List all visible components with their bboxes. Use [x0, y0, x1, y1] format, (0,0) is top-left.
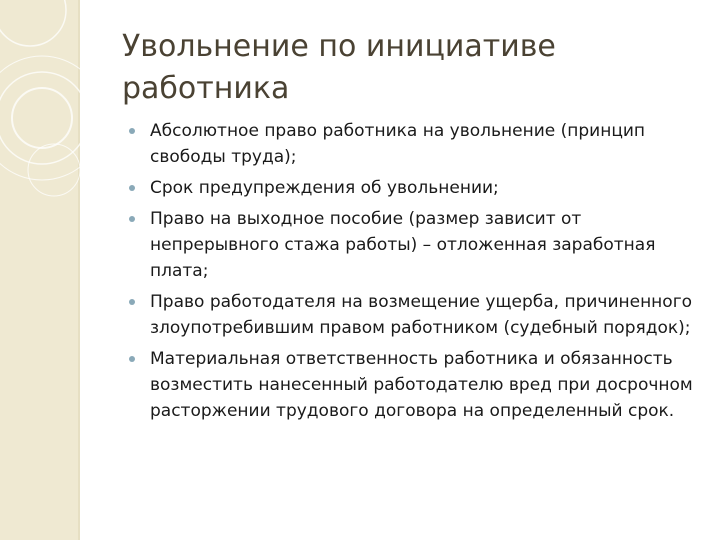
slide-title: Увольнение по инициативе работника	[122, 29, 556, 106]
circles-decoration-icon	[0, 0, 80, 540]
bullet-dot-icon	[129, 299, 135, 305]
bullet-text: Право работодателя на возмещение ущерба, причиненного злоупотребившим правом работником (судебный порядок);	[150, 292, 693, 338]
bullet-item	[128, 289, 700, 341]
bullet-text: Материальная ответственность работника и обязанность возместить нанесенный работодателю вред при досрочном расторжении трудового договора на определенный срок.	[150, 349, 693, 421]
bullet-item	[128, 206, 700, 284]
bullet-item	[128, 118, 700, 170]
bullet-dot-icon	[129, 128, 135, 134]
bullet-item	[128, 346, 700, 424]
bullet-dot-icon	[129, 216, 135, 222]
bullet-text: Право на выходное пособие (размер зависит от непрерывного стажа работы) – отложенная заработная плата;	[150, 209, 656, 281]
bullet-text: Абсолютное право работника на увольнение (принцип свободы труда);	[150, 121, 646, 167]
bullet-text: Срок предупреждения об увольнении;	[150, 178, 499, 198]
bullet-dot-icon	[129, 356, 135, 362]
bullet-list	[128, 118, 700, 429]
bullet-item	[128, 175, 700, 201]
bullet-dot-icon	[129, 185, 135, 191]
